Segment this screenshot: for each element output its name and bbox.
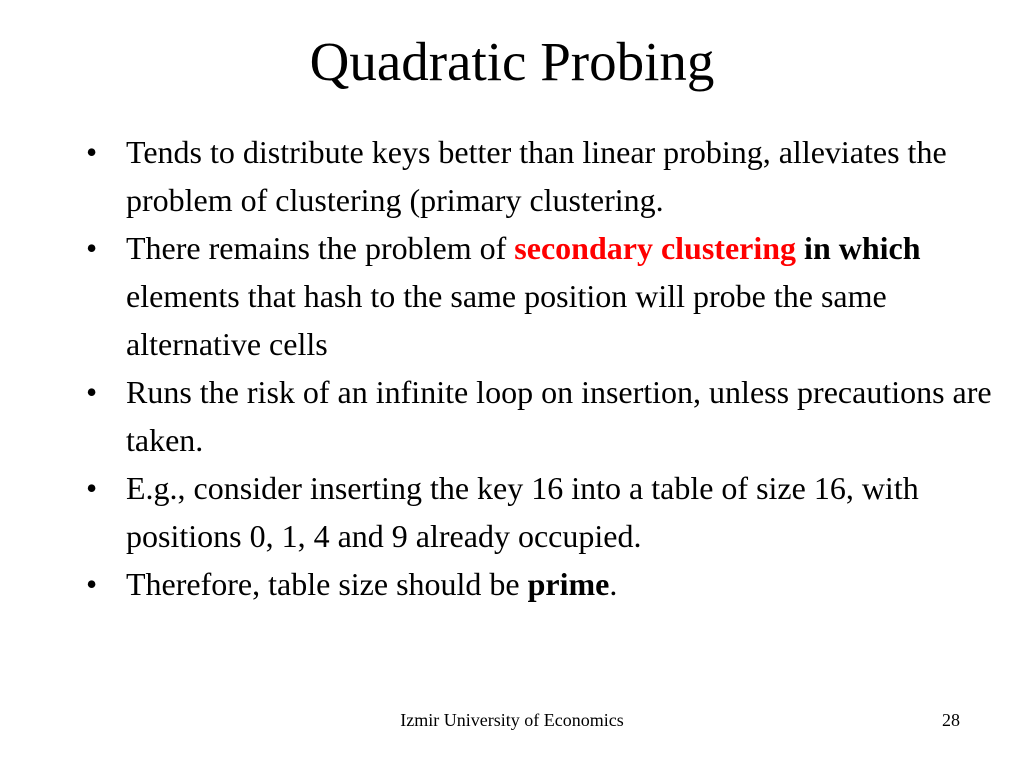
emphasis-prime: prime: [527, 566, 610, 602]
bullet-text: Tends to distribute keys better than linear probing, alleviates the problem of clustering (primary clustering.: [126, 134, 947, 218]
bullet-text: Runs the risk of an infinite loop on insertion, unless precautions are taken.: [126, 374, 992, 458]
bullet-item-2: [82, 224, 992, 368]
bullet-text-post: .: [609, 566, 618, 602]
bullet-space: [796, 230, 804, 266]
bullet-list: [82, 128, 992, 608]
emphasis-secondary-clustering: secondary clustering: [514, 230, 797, 266]
bullet-marker: •: [86, 374, 98, 410]
bullet-item-1: [82, 128, 992, 224]
bullet-text-pre: There remains the problem of: [126, 230, 515, 266]
footer-page-number: 28: [942, 710, 960, 730]
emphasis-in-which: in which: [804, 230, 921, 266]
footer-institution: Izmir University of Economics: [400, 710, 624, 730]
bullet-item-3: [82, 368, 992, 464]
bullet-text-pre: Therefore, table size should be: [126, 566, 528, 602]
bullet-text: E.g., consider inserting the key 16 into a table of size 16, with positions 0, 1, 4 and 9 already occupied.: [126, 470, 919, 554]
bullet-text-post: elements that hash to the same position will probe the same alternative cells: [126, 278, 887, 362]
bullet-marker: •: [86, 470, 98, 506]
bullet-item-5: [82, 560, 992, 608]
bullet-marker: •: [86, 230, 98, 266]
bullet-marker: •: [86, 134, 98, 170]
bullet-item-4: [82, 464, 992, 560]
bullet-marker: •: [86, 566, 98, 602]
slide-title: Quadratic Probing: [309, 31, 715, 92]
